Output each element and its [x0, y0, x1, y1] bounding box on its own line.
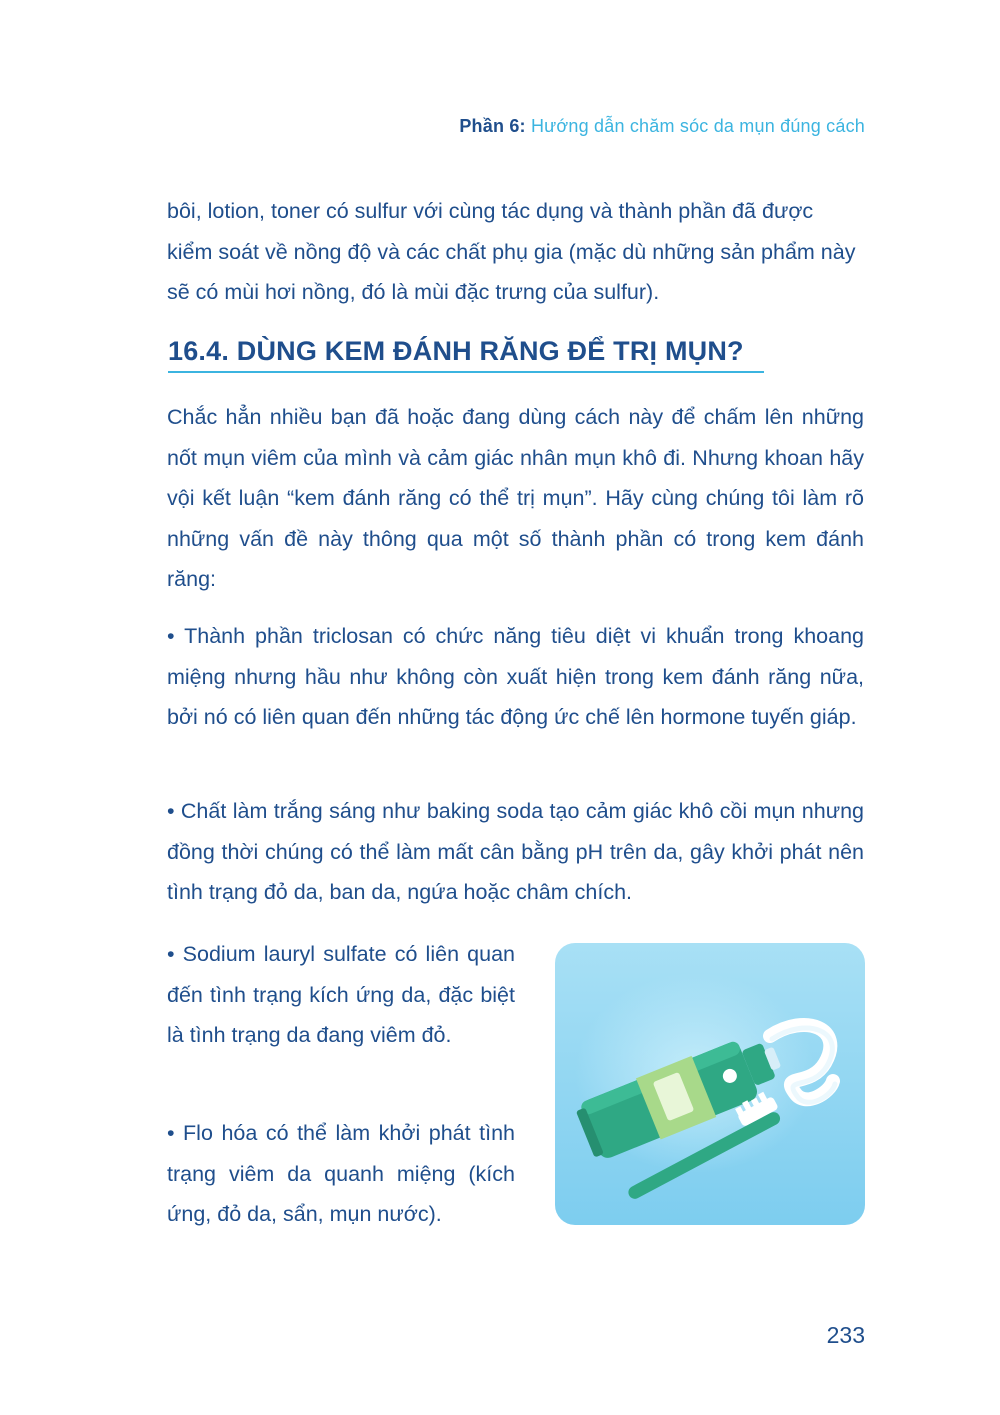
- intro-text: bôi, lotion, toner có sulfur với cùng tác dụng và thành phần đã được kiểm soát về nồng độ và các chất phụ gia (mặc dù những sản phẩm này sẽ có mùi hơi nồng, đó là mùi đặc trưng của sulfur).: [167, 199, 856, 304]
- bullet-item: [167, 934, 515, 1056]
- bullet-text: • Chất làm trắng sáng như baking soda tạo cảm giác khô cồi mụn nhưng đồng thời chúng có thể làm mất cân bằng pH trên da, gây khởi phát nên tình trạng đỏ da, ban da, ngứa hoặc châm chích.: [167, 799, 864, 904]
- section-paragraph-text: Chắc hẳn nhiều bạn đã hoặc đang dùng cách này để chấm lên những nốt mụn viêm của mình và cảm giác nhân mụn khô đi. Nhưng khoan hãy vội kết luận “kem đánh răng có thể trị mụn”. Hãy cùng chúng tôi làm rõ những vấn đề này thông qua một số thành phần có trong kem đánh răng:: [167, 405, 864, 591]
- running-header: [459, 116, 865, 137]
- bullet-text: • Thành phần triclosan có chức năng tiêu diệt vi khuẩn trong khoang miệng nhưng hầu như không còn xuất hiện trong kem đánh răng nữa, bởi nó có liên quan đến những tác động ức chế lên hormone tuyến giáp.: [167, 624, 864, 729]
- intro-paragraph: [167, 191, 864, 313]
- bullet-text: • Sodium lauryl sulfate có liên quan đến tình trạng kích ứng da, đặc biệt là tình trạng da đang viêm đỏ.: [167, 942, 515, 1047]
- bullet-item: [167, 1113, 515, 1235]
- bullet-item: [167, 616, 864, 738]
- section-paragraph: [167, 397, 864, 600]
- toothpaste-toothbrush-icon: [555, 943, 865, 1225]
- bullet-item: [167, 791, 864, 913]
- header-title: Hướng dẫn chăm sóc da mụn đúng cách: [530, 116, 865, 136]
- header-part: Phần 6:: [459, 116, 526, 136]
- section-heading: 16.4. DÙNG KEM ĐÁNH RĂNG ĐỂ TRỊ MỤN?: [168, 336, 764, 373]
- bullet-text: • Flo hóa có thể làm khởi phát tình trạng viêm da quanh miệng (kích ứng, đỏ da, sẩn, mụn nước).: [167, 1121, 515, 1226]
- page-number: 233: [826, 1322, 865, 1348]
